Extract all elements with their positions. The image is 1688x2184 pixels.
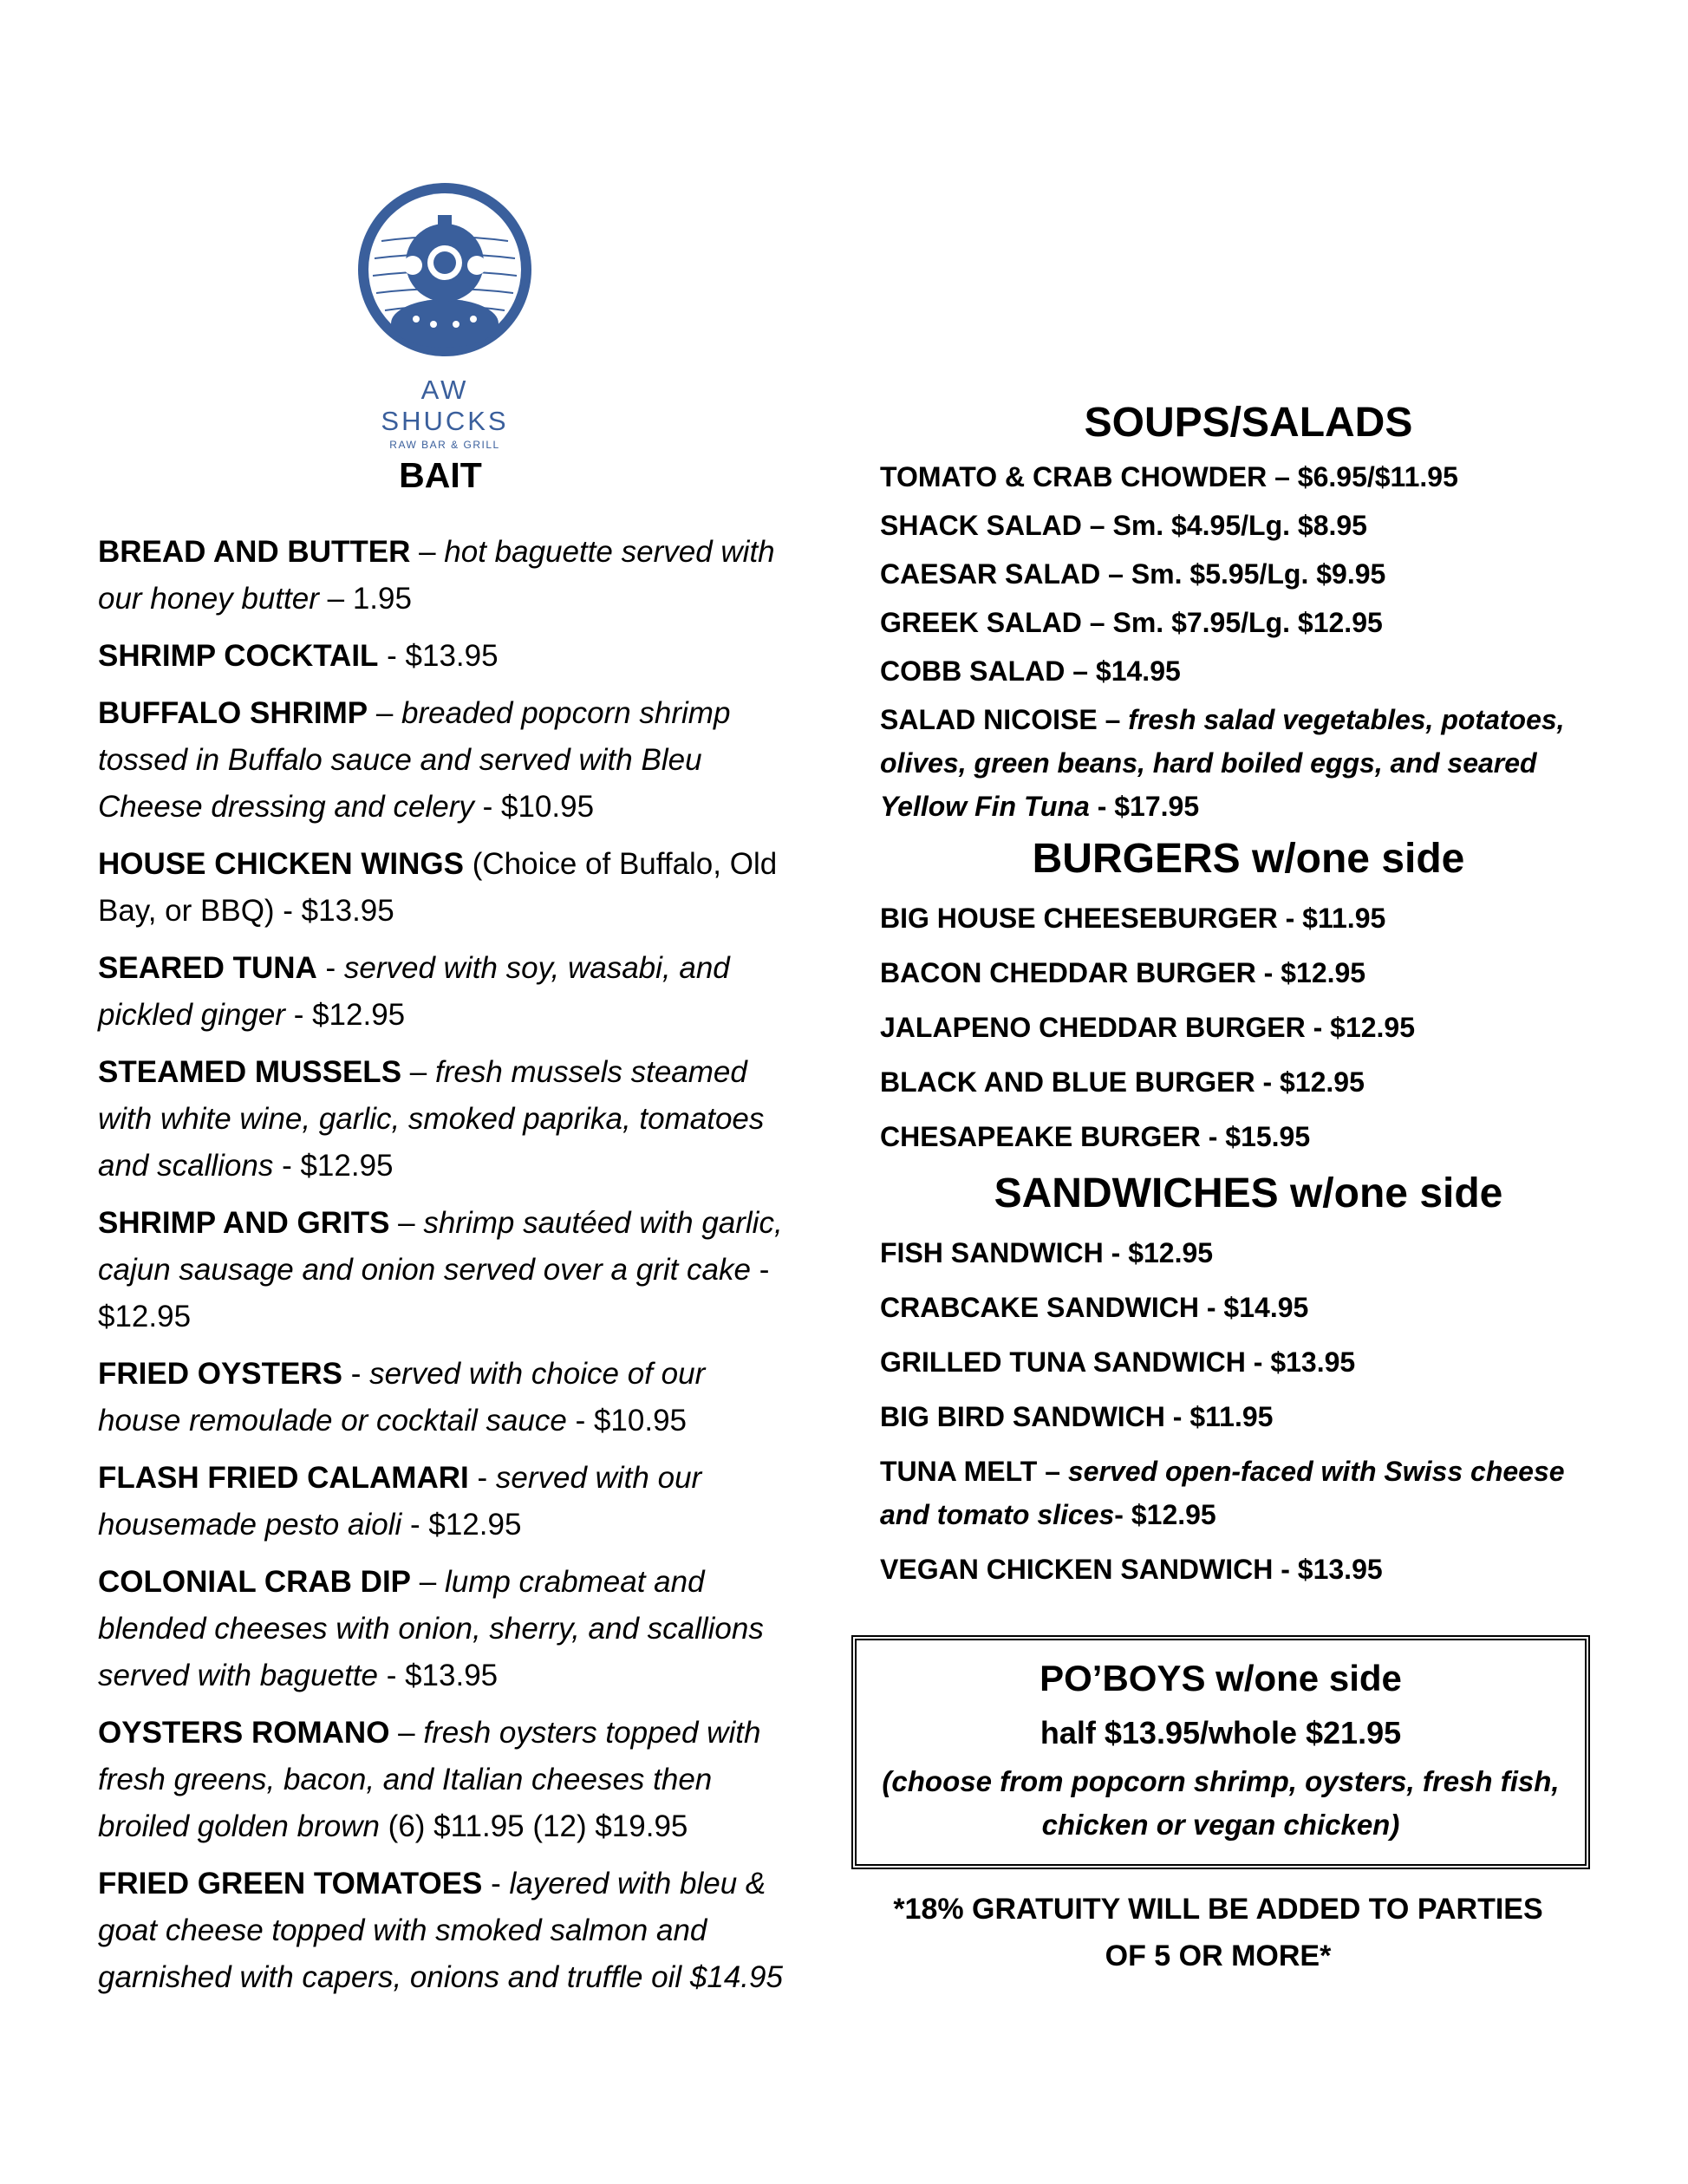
menu-item — [880, 601, 1617, 644]
menu-item — [880, 504, 1617, 547]
item-price: - $12.95 — [401, 1508, 522, 1542]
menu-item — [880, 455, 1617, 499]
item-name: FLASH FRIED CALAMARI — [98, 1461, 469, 1495]
item-separator: – — [410, 535, 445, 569]
right-column — [880, 399, 1617, 1602]
item-name: BIG BIRD SANDWICH - $11.95 — [880, 1401, 1274, 1432]
item-separator: – — [368, 696, 402, 730]
menu-item — [880, 1231, 1617, 1275]
item-price: - $13.95 — [378, 639, 499, 673]
gratuity-notice: *18% GRATUITY WILL BE ADDED TO PARTIES OF 5 OR MORE* — [893, 1893, 1543, 1972]
item-name: TOMATO & CRAB CHOWDER – $6.95/$11.95 — [880, 461, 1458, 492]
item-name: BLACK AND BLUE BURGER - $12.95 — [880, 1066, 1365, 1098]
bait-section — [98, 455, 818, 2011]
menu-item — [98, 529, 792, 623]
item-name: GREEK SALAD – Sm. $7.95/Lg. $12.95 — [880, 607, 1383, 638]
menu-item — [880, 1115, 1617, 1158]
item-price: – 1.95 — [318, 582, 412, 616]
poboys-title: PO’BOYS w/one side — [1040, 1658, 1402, 1698]
item-description: hot baguette served with our honey butter — [98, 535, 775, 616]
menu-item — [880, 1286, 1617, 1329]
item-name: COLONIAL CRAB DIP — [98, 1565, 412, 1599]
item-name: BREAD AND BUTTER — [98, 535, 411, 569]
menu-item — [98, 1710, 792, 1850]
item-name: SEARED TUNA — [98, 951, 317, 985]
menu-item — [880, 896, 1617, 940]
item-separator: - — [468, 1461, 496, 1495]
menu-item — [98, 633, 792, 680]
item-price: - $12.95 — [273, 1149, 394, 1183]
menu-item — [98, 1861, 792, 2001]
menu-item — [98, 1200, 792, 1340]
item-price: - $12.95 — [98, 1253, 770, 1333]
item-separator: – — [411, 1565, 445, 1599]
menu-item — [880, 1060, 1617, 1104]
item-name: HOUSE CHICKEN WINGS — [98, 847, 464, 881]
menu-item — [880, 552, 1617, 596]
sandwiches-heading: SANDWICHES w/one side — [994, 1170, 1503, 1216]
item-separator: – — [389, 1206, 424, 1240]
item-name: COBB SALAD – $14.95 — [880, 655, 1181, 687]
item-name: CAESAR SALAD – Sm. $5.95/Lg. $9.95 — [880, 558, 1386, 590]
menu-item — [880, 1450, 1617, 1536]
item-price: - $17.95 — [1089, 791, 1200, 822]
item-name: SHRIMP COCKTAIL — [98, 639, 379, 673]
menu-item — [98, 841, 792, 935]
item-price: - $10.95 — [473, 790, 595, 824]
item-separator: – — [389, 1716, 424, 1750]
diver-helmet-icon — [355, 180, 534, 359]
menu-item — [98, 1455, 792, 1548]
item-description: lump crabmeat and blended cheeses with onion, sherry, and scallions served with baguette — [98, 1565, 764, 1692]
item-name: STEAMED MUSSELS — [98, 1055, 402, 1089]
menu-item — [98, 1049, 792, 1190]
menu-item — [880, 1340, 1617, 1384]
sandwiches-list — [880, 1231, 1617, 1591]
item-separator — [464, 847, 473, 881]
menu-item — [98, 690, 792, 831]
item-name: BACON CHEDDAR BURGER - $12.95 — [880, 957, 1366, 988]
burgers-list — [880, 896, 1617, 1158]
item-name: SHRIMP AND GRITS — [98, 1206, 390, 1240]
item-price: (6) $11.95 (12) $19.95 — [379, 1809, 688, 1843]
item-price: - $13.95 — [377, 1659, 499, 1692]
poboys-box — [851, 1635, 1590, 1869]
soups-list — [880, 455, 1617, 828]
menu-item — [880, 698, 1617, 828]
item-name: SALAD NICOISE – — [880, 704, 1129, 735]
menu-item — [880, 1006, 1617, 1049]
item-name: OYSTERS ROMANO — [98, 1716, 390, 1750]
item-description: fresh salad vegetables, potatoes, olives, green beans, hard boiled eggs, and seared Yellow Fin Tuna — [880, 704, 1565, 822]
soups-heading: SOUPS/SALADS — [1084, 400, 1413, 446]
restaurant-logo — [354, 180, 536, 451]
menu-item — [880, 951, 1617, 994]
item-name: TUNA MELT – — [880, 1456, 1068, 1487]
item-name: BIG HOUSE CHEESEBURGER - $11.95 — [880, 903, 1386, 934]
item-name: CRABCAKE SANDWICH - $14.95 — [880, 1292, 1309, 1323]
item-description: breaded popcorn shrimp tossed in Buffalo sauce and served with Bleu Cheese dressing and celery — [98, 696, 731, 824]
item-separator: - — [482, 1867, 510, 1900]
poboys-choices: (choose from popcorn shrimp, oysters, fresh fish, chicken or vegan chicken) — [882, 1765, 1560, 1841]
item-description: served with soy, wasabi, and pickled ginger — [98, 951, 730, 1032]
item-name: CHESAPEAKE BURGER - $15.95 — [880, 1121, 1311, 1152]
item-description: served with our housemade pesto aioli — [98, 1461, 702, 1542]
menu-item — [880, 649, 1617, 693]
item-price: (Choice of Buffalo, Old Bay, or BBQ) - $13.95 — [98, 847, 778, 928]
item-description: layered with bleu & goat cheese topped with smoked salmon and garnished with capers, onions and truffle oil $14.95 — [98, 1867, 783, 1994]
item-name: FRIED OYSTERS — [98, 1357, 342, 1391]
menu-item — [880, 1548, 1617, 1591]
item-description: served with choice of our house remoulade or cocktail sauce — [98, 1357, 706, 1438]
poboys-price: half $13.95/whole $21.95 — [1040, 1715, 1402, 1750]
item-price: - $12.95 — [1114, 1499, 1216, 1530]
item-name: VEGAN CHICKEN SANDWICH - $13.95 — [880, 1554, 1383, 1585]
menu-item — [880, 1395, 1617, 1438]
logo-tagline: RAW BAR & GRILL — [389, 439, 500, 451]
item-name: BUFFALO SHRIMP — [98, 696, 368, 730]
item-description: served open-faced with Swiss cheese and tomato slices — [880, 1456, 1565, 1530]
burgers-heading: BURGERS w/one side — [1032, 836, 1465, 882]
item-name: JALAPENO CHEDDAR BURGER - $12.95 — [880, 1012, 1416, 1043]
item-name: FISH SANDWICH - $12.95 — [880, 1237, 1214, 1268]
item-name: GRILLED TUNA SANDWICH - $13.95 — [880, 1346, 1356, 1378]
menu-item — [98, 1351, 792, 1444]
item-price: - $12.95 — [284, 998, 406, 1032]
item-name: FRIED GREEN TOMATOES — [98, 1867, 483, 1900]
item-separator: - — [316, 951, 344, 985]
item-description: shrimp sautéed with garlic, cajun sausage and onion served over a grit cake — [98, 1206, 783, 1287]
bait-list — [98, 529, 818, 2001]
item-description: fresh oysters topped with fresh greens, bacon, and Italian cheeses then broiled golden brown — [98, 1716, 761, 1843]
menu-item — [98, 945, 792, 1039]
item-price: - $10.95 — [566, 1404, 688, 1438]
menu-item — [98, 1559, 792, 1699]
item-name: SHACK SALAD – Sm. $4.95/Lg. $8.95 — [880, 510, 1367, 541]
item-separator: – — [401, 1055, 435, 1089]
logo-name: AW SHUCKS — [381, 375, 509, 436]
item-description: fresh mussels steamed with white wine, garlic, smoked paprika, tomatoes and scallions — [98, 1055, 765, 1183]
bait-heading: BAIT — [399, 455, 482, 495]
item-separator: - — [342, 1357, 370, 1391]
